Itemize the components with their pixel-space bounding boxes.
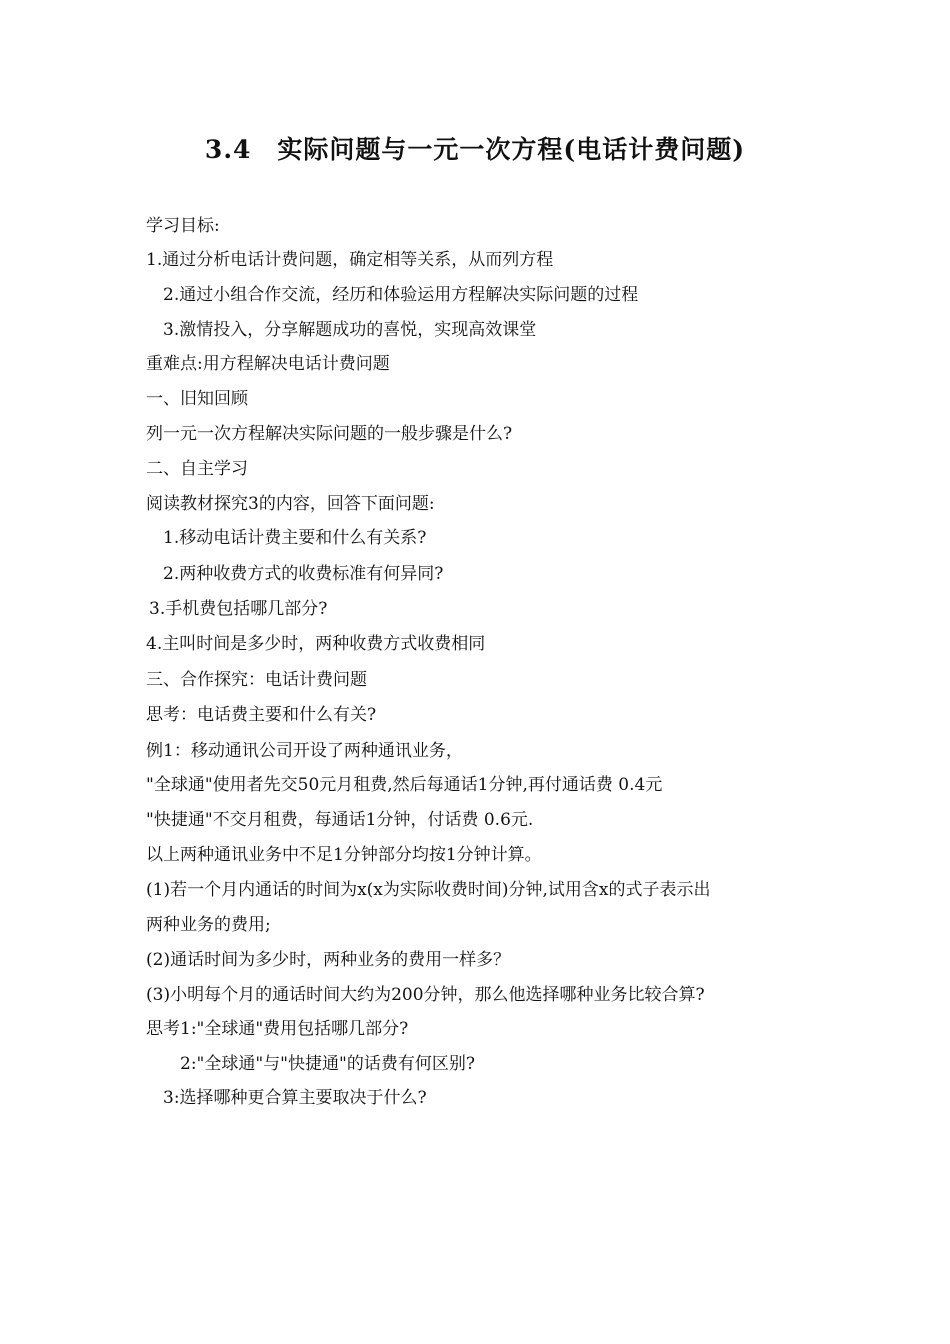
self-study-question-4: 4.主叫时间是多少时，两种收费方式收费相同 (146, 634, 486, 654)
goal-1: 1.通过分析电话计费问题，确定相等关系，从而列方程 (146, 250, 554, 270)
think-prompt: 思考：电话费主要和什么有关? (146, 705, 377, 725)
example-1-question-3: (3)小明每个月的通话时间大约为200分钟，那么他选择哪种业务比较合算? (146, 985, 705, 1005)
example-1-plan-a: "全球通"使用者先交50元月租费,然后每通话1分钟,再付通话费 0.4元 (146, 775, 663, 795)
goal-3: 3.激情投入，分享解题成功的喜悦，实现高效课堂 (163, 320, 537, 340)
learning-goals-heading: 学习目标: (146, 216, 220, 236)
goal-2: 2.通过小组合作交流，经历和体验运用方程解决实际问题的过程 (163, 285, 639, 305)
section-1-heading: 一、旧知回顾 (146, 389, 248, 409)
section-3-heading: 三、合作探究：电话计费问题 (146, 670, 367, 690)
self-study-question-3: 3.手机费包括哪几部分? (149, 599, 328, 619)
section-2-heading: 二、自主学习 (146, 459, 248, 479)
self-study-question-1: 1.移动电话计费主要和什么有关系? (163, 528, 427, 548)
reading-instruction: 阅读教材探究3的内容，回答下面问题: (146, 494, 435, 514)
page-title: 3.4 实际问题与一元一次方程(电话计费问题) (204, 135, 746, 164)
self-study-question-2: 2.两种收费方式的收费标准有何异同? (163, 564, 444, 584)
example-1-question-1: (1)若一个月内通话的时间为x(x为实际收费时间)分钟,试用含x的式子表示出 (146, 880, 711, 900)
think-3: 3:选择哪种更合算主要取决于什么? (163, 1088, 427, 1108)
example-1-question-1-cont: 两种业务的费用; (146, 915, 271, 935)
example-1-intro: 例1：移动通讯公司开设了两种通讯业务， (146, 741, 463, 761)
review-question: 列一元一次方程解决实际问题的一般步骤是什么? (146, 424, 513, 444)
example-1-question-2: (2)通话时间为多少时，两种业务的费用一样多？ (146, 950, 511, 970)
example-1-rounding-rule: 以上两种通讯业务中不足1分钟部分均按1分钟计算。 (146, 845, 542, 865)
key-difficulty: 重难点:用方程解决电话计费问题 (146, 354, 390, 374)
think-1: 思考1:"全球通"费用包括哪几部分? (146, 1019, 409, 1039)
example-1-plan-b: "快捷通"不交月租费，每通话1分钟，付话费 0.6元. (146, 810, 534, 830)
think-2: 2:"全球通"与"快捷通"的话费有何区别? (180, 1054, 475, 1074)
